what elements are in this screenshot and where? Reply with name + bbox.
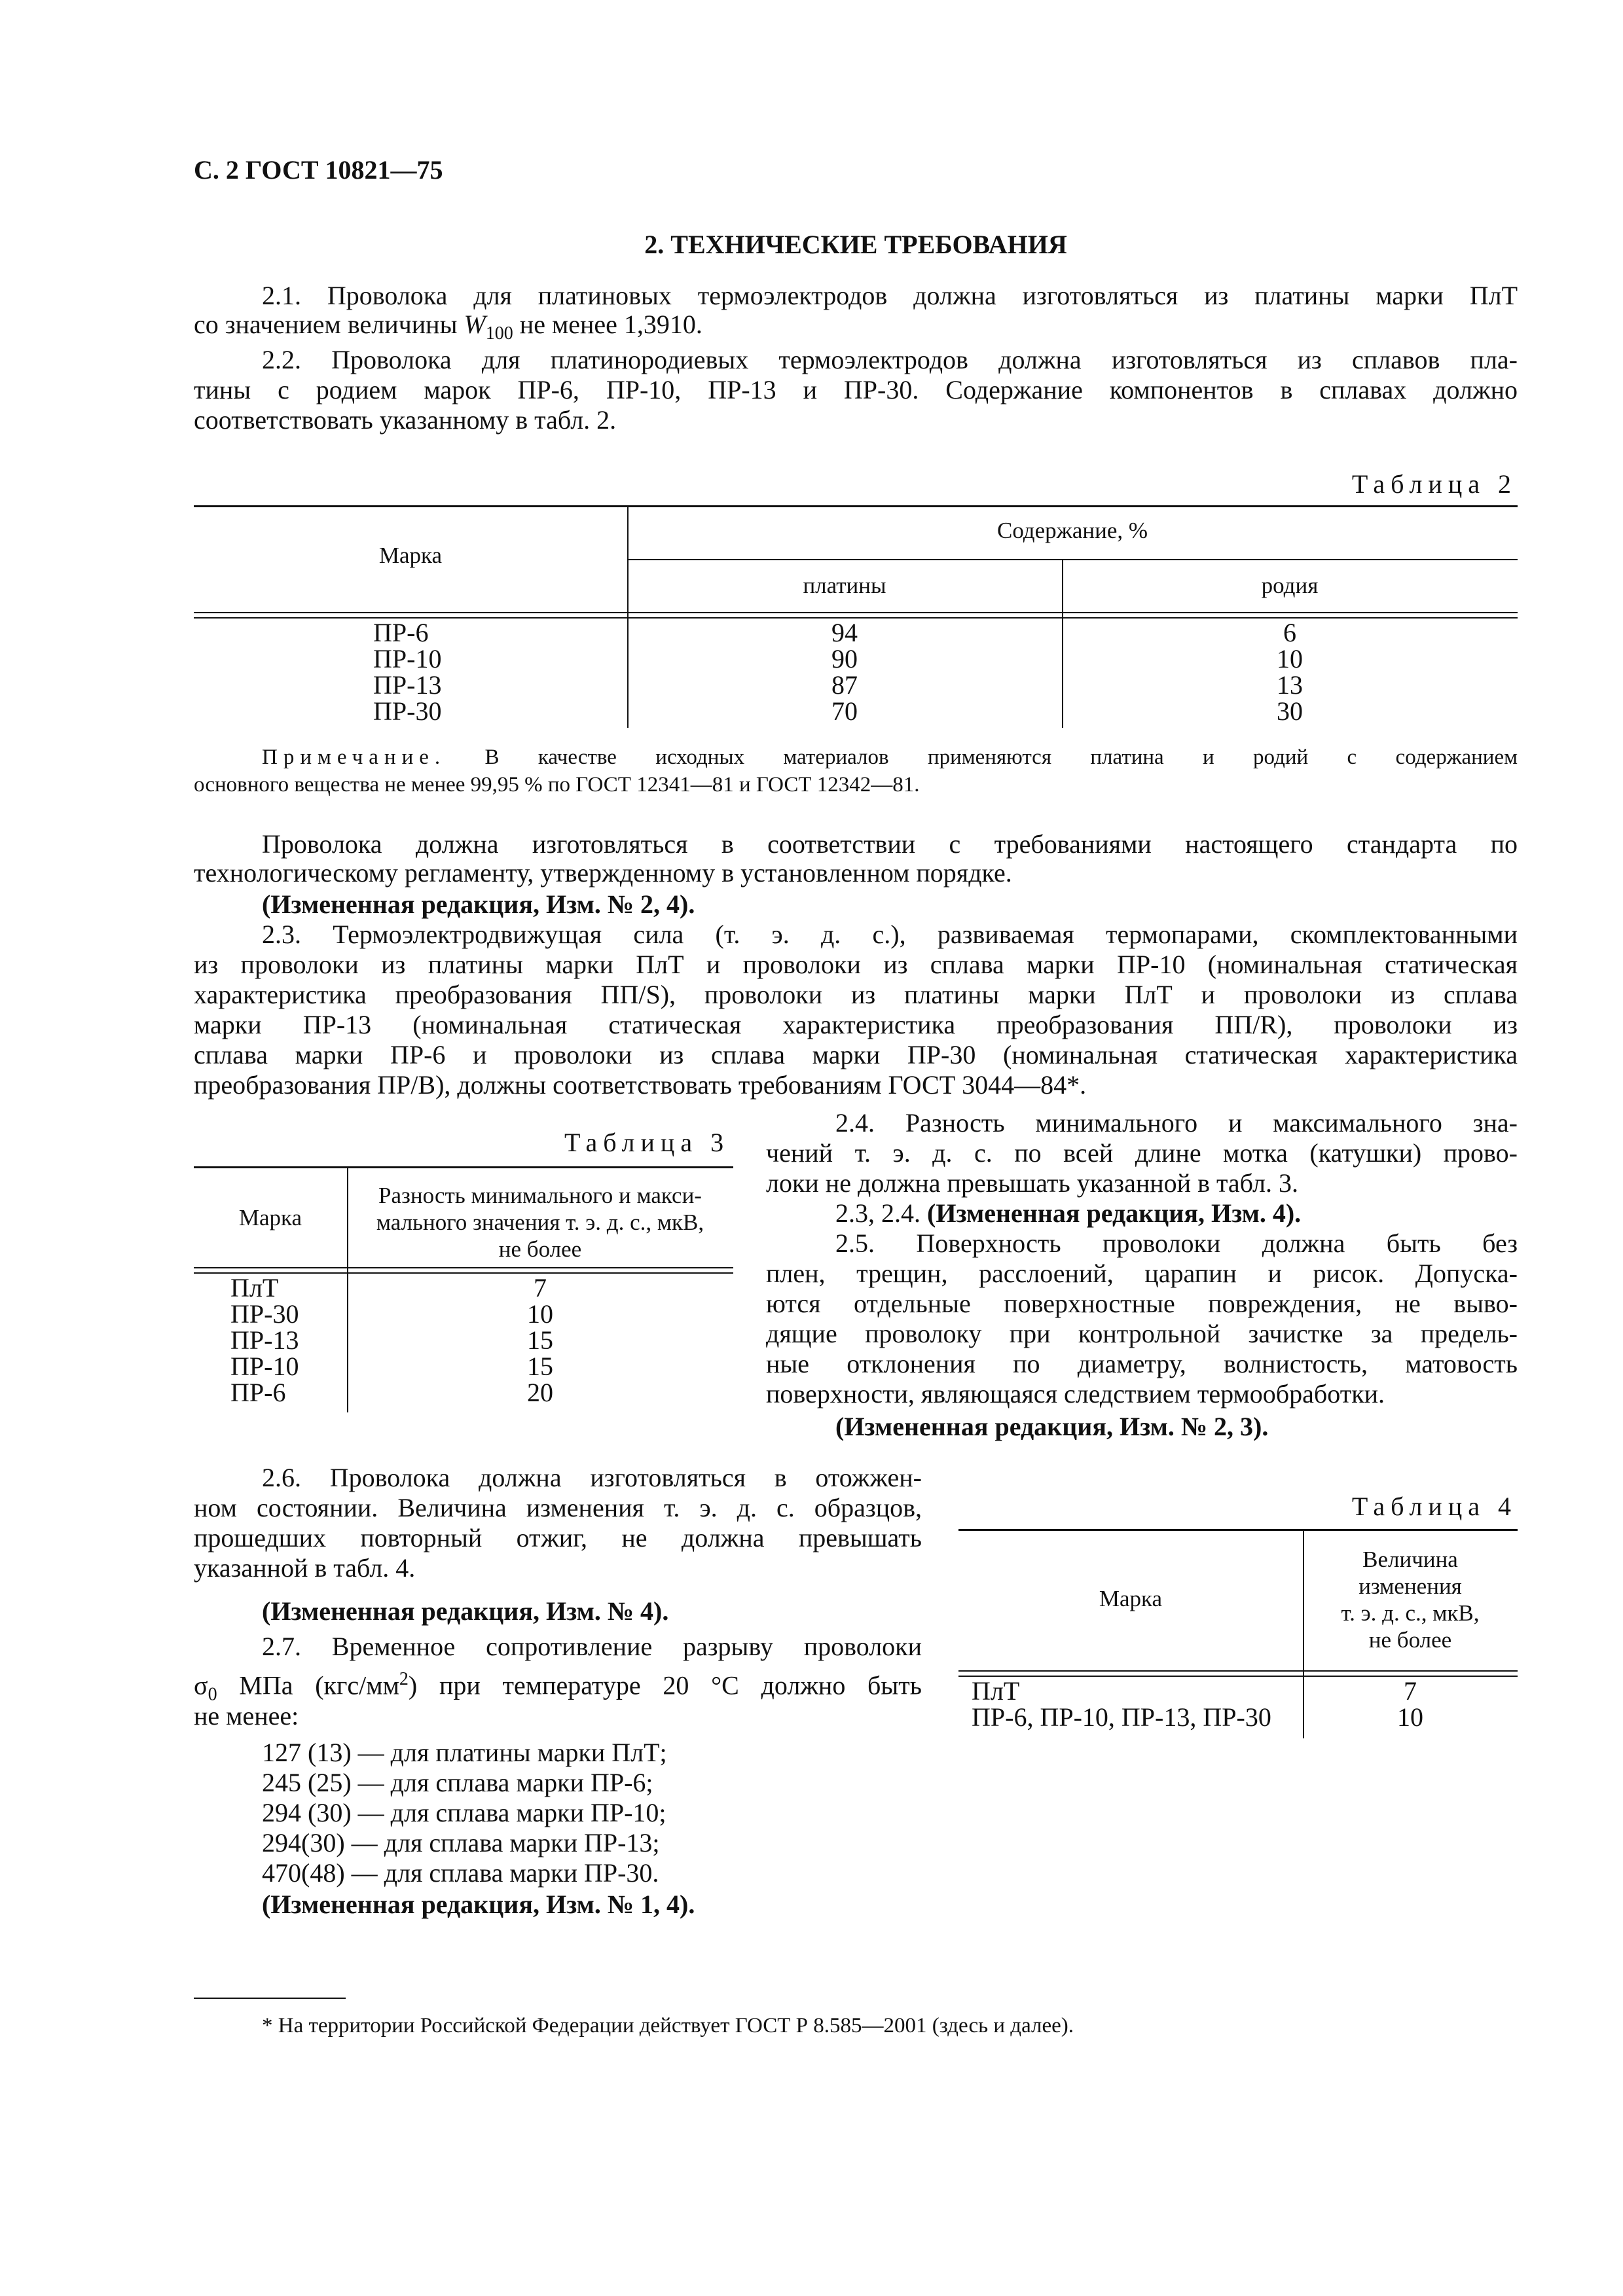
revision-note: (Измененная редакция, Изм. № 1, 4).: [262, 1890, 695, 1919]
table2-header-rhodium: родия: [1261, 573, 1319, 598]
table2-row-mark: ПР-30: [373, 696, 442, 726]
paragraph-2-7-line-2: [194, 1665, 922, 1709]
list-item: 294(30) — для сплава марки ПР-13;: [262, 1828, 660, 1857]
table3-header-mark: Марка: [238, 1205, 302, 1230]
revision-note: (Измененная редакция, Изм. № 4).: [262, 1596, 669, 1626]
paragraph-2-7-line-1: 2.7. Временное сопротивление разрыву проволоки: [262, 1632, 922, 1661]
table2-row-platinum: 87: [831, 670, 858, 700]
table4-header-mark: Марка: [1099, 1586, 1163, 1611]
text-fragment: со значением величины: [194, 310, 464, 339]
paragraph-wire-line-1: Проволока должна изготовляться в соответствии с требованиями настоящего стандарта по: [262, 829, 1518, 859]
list-item: 294 (30) — для сплава марки ПР-10;: [262, 1798, 666, 1827]
text-fragment: МПа (кгс/мм: [217, 1670, 399, 1700]
paragraph-2-6-line-2: ном состоянии. Величина изменения т. э. д. с. образцов,: [194, 1493, 922, 1522]
paragraph-2-5-line-6: поверхности, являющаяся следствием термообработки.: [766, 1379, 1385, 1408]
revision-note: (Измененная редакция, Изм. № 2, 4).: [262, 889, 695, 919]
table4-mark-column: [972, 1677, 1271, 1732]
table2-row-rhodium: 10: [1277, 644, 1303, 673]
paragraph-2-2-line-3: соответствовать указанному в табл. 2.: [194, 405, 617, 435]
table2-caption: Таблица 2: [1351, 469, 1517, 499]
paragraph-2-3-line-5: сплава марки ПР-6 и проволоки из сплава марки ПР-30 (номинальная статическая характеристика: [194, 1040, 1518, 1069]
paragraph-2-5-line-4: дящие проволоку при контрольной зачистке за предель-: [766, 1319, 1518, 1348]
header-line: Разность минимального и макси-: [378, 1183, 702, 1208]
paragraph-wire-line-2: технологическому регламенту, утвержденному в установленном порядке.: [194, 858, 1012, 888]
table2-row-platinum: 94: [831, 618, 858, 647]
note-label: Примечание.: [262, 745, 447, 769]
table3-header-difference: [347, 1182, 733, 1263]
table2-row-rhodium: 13: [1277, 670, 1303, 700]
paragraph-2-5-line-1: 2.5. Поверхность проволоки должна быть без: [835, 1229, 1518, 1258]
section-title: 2. ТЕХНИЧЕСКИЕ ТРЕБОВАНИЯ: [644, 230, 1067, 259]
paragraph-2-1-line-2: [194, 310, 702, 348]
revision-note: (Измененная редакция, Изм. № 2, 3).: [835, 1412, 1269, 1441]
table2-mark-column: [373, 619, 441, 726]
table2-row-platinum: 90: [831, 644, 858, 673]
text-fragment: не менее 1,3910.: [513, 310, 702, 339]
table4-value-column: [1303, 1677, 1518, 1732]
revision-note: (Измененная редакция, Изм. 4).: [927, 1198, 1302, 1228]
page-header: С. 2 ГОСТ 10821—75: [194, 155, 443, 185]
paragraph-2-1-line-1: 2.1. Проволока для платиновых термоэлектродов должна изготовляться из платины марки ПлТ: [262, 281, 1518, 310]
table4-row-mark: ПР-6, ПР-10, ПР-13, ПР-30: [972, 1702, 1271, 1732]
paragraph-2-3-line-3: характеристика преобразования ПП/S), проволоки из платины марки ПлТ и проволоки из сплава: [194, 980, 1518, 1009]
list-item: 245 (25) — для сплава марки ПР-6;: [262, 1768, 653, 1797]
list-item: 127 (13) — для платины марки ПлТ;: [262, 1738, 667, 1767]
table2-row-rhodium: 30: [1277, 696, 1303, 726]
table2-row-rhodium: 6: [1283, 618, 1296, 647]
table4-header-change: [1303, 1546, 1518, 1653]
strength-list: [262, 1738, 667, 1888]
paragraph-2-7-line-3: не менее:: [194, 1701, 299, 1731]
table3-row-mark: ПР-30: [230, 1299, 299, 1329]
table3-row-value: 7: [534, 1273, 547, 1302]
paragraph-2-4-line-1: 2.4. Разность минимального и максимального зна-: [835, 1108, 1518, 1138]
paragraph-2-3-line-1: 2.3. Термоэлектродвижущая сила (т. э. д. с.), развиваемая термопарами, скомплектованными: [262, 920, 1518, 949]
footnote: * На территории Российской Федерации действует ГОСТ Р 8.585—2001 (здесь и далее).: [262, 2014, 1074, 2037]
header-line: не более: [1368, 1627, 1452, 1653]
table4-row-mark: ПлТ: [972, 1676, 1020, 1706]
table4-caption: Таблица 4: [1351, 1492, 1517, 1521]
table2-row-mark: ПР-10: [373, 644, 442, 673]
table2-note-line-1: [262, 745, 1518, 770]
paragraph-2-6-line-4: указанной в табл. 4.: [194, 1553, 416, 1583]
note-text: В качестве исходных материалов применяются платина и родий с содержанием: [446, 745, 1518, 769]
paragraph-2-6-line-3: прошедших повторный отжиг, не должна превышать: [194, 1523, 922, 1552]
table3-row-mark: ПР-10: [230, 1352, 299, 1381]
table3-row-value: 15: [527, 1352, 553, 1381]
table2-row-mark: ПР-13: [373, 670, 442, 700]
table3-row-value: 20: [527, 1378, 553, 1407]
table2-header-content: Содержание, %: [996, 518, 1148, 543]
header-line: мального значения т. э. д. с., мкВ,: [376, 1210, 704, 1235]
table2-row-platinum: 70: [831, 696, 858, 726]
table3-row-value: 10: [527, 1299, 553, 1329]
w-subscript: 100: [485, 323, 513, 344]
text-fragment: ) при температуре 20 °С должно быть: [408, 1670, 922, 1700]
superscript: 2: [399, 1669, 409, 1689]
list-item: 470(48) — для сплава марки ПР-30.: [262, 1858, 659, 1888]
table2-row-mark: ПР-6: [373, 618, 429, 647]
paragraph-2-5-line-3: ются отдельные поверхностные повреждения, не выво-: [766, 1289, 1518, 1318]
revision-2-3-2-4: [835, 1199, 1301, 1228]
header-line: Величина: [1362, 1547, 1458, 1572]
table3-caption: Таблица 3: [564, 1128, 730, 1157]
table4-row-value: 10: [1397, 1702, 1423, 1732]
table3-row-mark: ПР-13: [230, 1325, 299, 1355]
header-line: т. э. д. с., мкВ,: [1341, 1600, 1480, 1626]
paragraph-2-5-line-2: плен, трещин, расслоений, царапин и рисок. Допуска-: [766, 1259, 1518, 1288]
paragraph-2-2-line-2: тины с родием марок ПР-6, ПР-10, ПР-13 и ПР-30. Содержание компонентов в сплавах должно: [194, 375, 1518, 404]
paragraph-2-3-line-6: преобразования ПР/В), должны соответствовать требованиям ГОСТ 3044—84*.: [194, 1070, 1087, 1100]
paragraph-2-4-line-2: чений т. э. д. с. по всей длине мотка (катушки) прово-: [766, 1138, 1518, 1168]
header-line: изменения: [1359, 1573, 1462, 1599]
table3-row-mark: ПлТ: [230, 1273, 279, 1302]
table2-platinum-column: [627, 619, 1062, 726]
table2-note-line-2: основного вещества не менее 99,95 % по ГОСТ 12341—81 и ГОСТ 12342—81.: [194, 773, 920, 797]
table3-row-value: 15: [527, 1325, 553, 1355]
table3-value-column: [347, 1274, 733, 1407]
w-symbol: W: [464, 310, 486, 339]
table4-row-value: 7: [1404, 1676, 1417, 1706]
table2-header-platinum: платины: [803, 573, 886, 598]
paragraph-2-4-line-3: локи не должна превышать указанной в табл. 3.: [766, 1168, 1298, 1198]
paragraph-2-2-line-1: 2.2. Проволока для платинородиевых термоэлектродов должна изготовляться из сплавов пла-: [262, 345, 1518, 374]
paragraph-2-3-line-4: марки ПР-13 (номинальная статическая характеристика преобразования ПП/R), проволоки из: [194, 1010, 1518, 1039]
paragraph-2-5-line-5: ные отклонения по диаметру, волнистость, матовость: [766, 1349, 1518, 1378]
footnote-divider: [194, 1998, 346, 1999]
header-line: не более: [498, 1236, 582, 1262]
table3-row-mark: ПР-6: [230, 1378, 286, 1407]
sigma-symbol: σ: [194, 1670, 208, 1700]
paragraph-2-6-line-1: 2.6. Проволока должна изготовляться в отожжен-: [262, 1463, 922, 1492]
paragraph-2-3-line-2: из проволоки из платины марки ПлТ и проволоки из сплава марки ПР-10 (номинальная статическая: [194, 950, 1518, 979]
table2-header-mark: Марка: [378, 543, 443, 568]
table3-mark-column: [230, 1274, 299, 1407]
text-fragment: 2.3, 2.4.: [835, 1198, 927, 1228]
sigma-subscript: 0: [208, 1684, 217, 1705]
table2-rhodium-column: [1062, 619, 1518, 726]
